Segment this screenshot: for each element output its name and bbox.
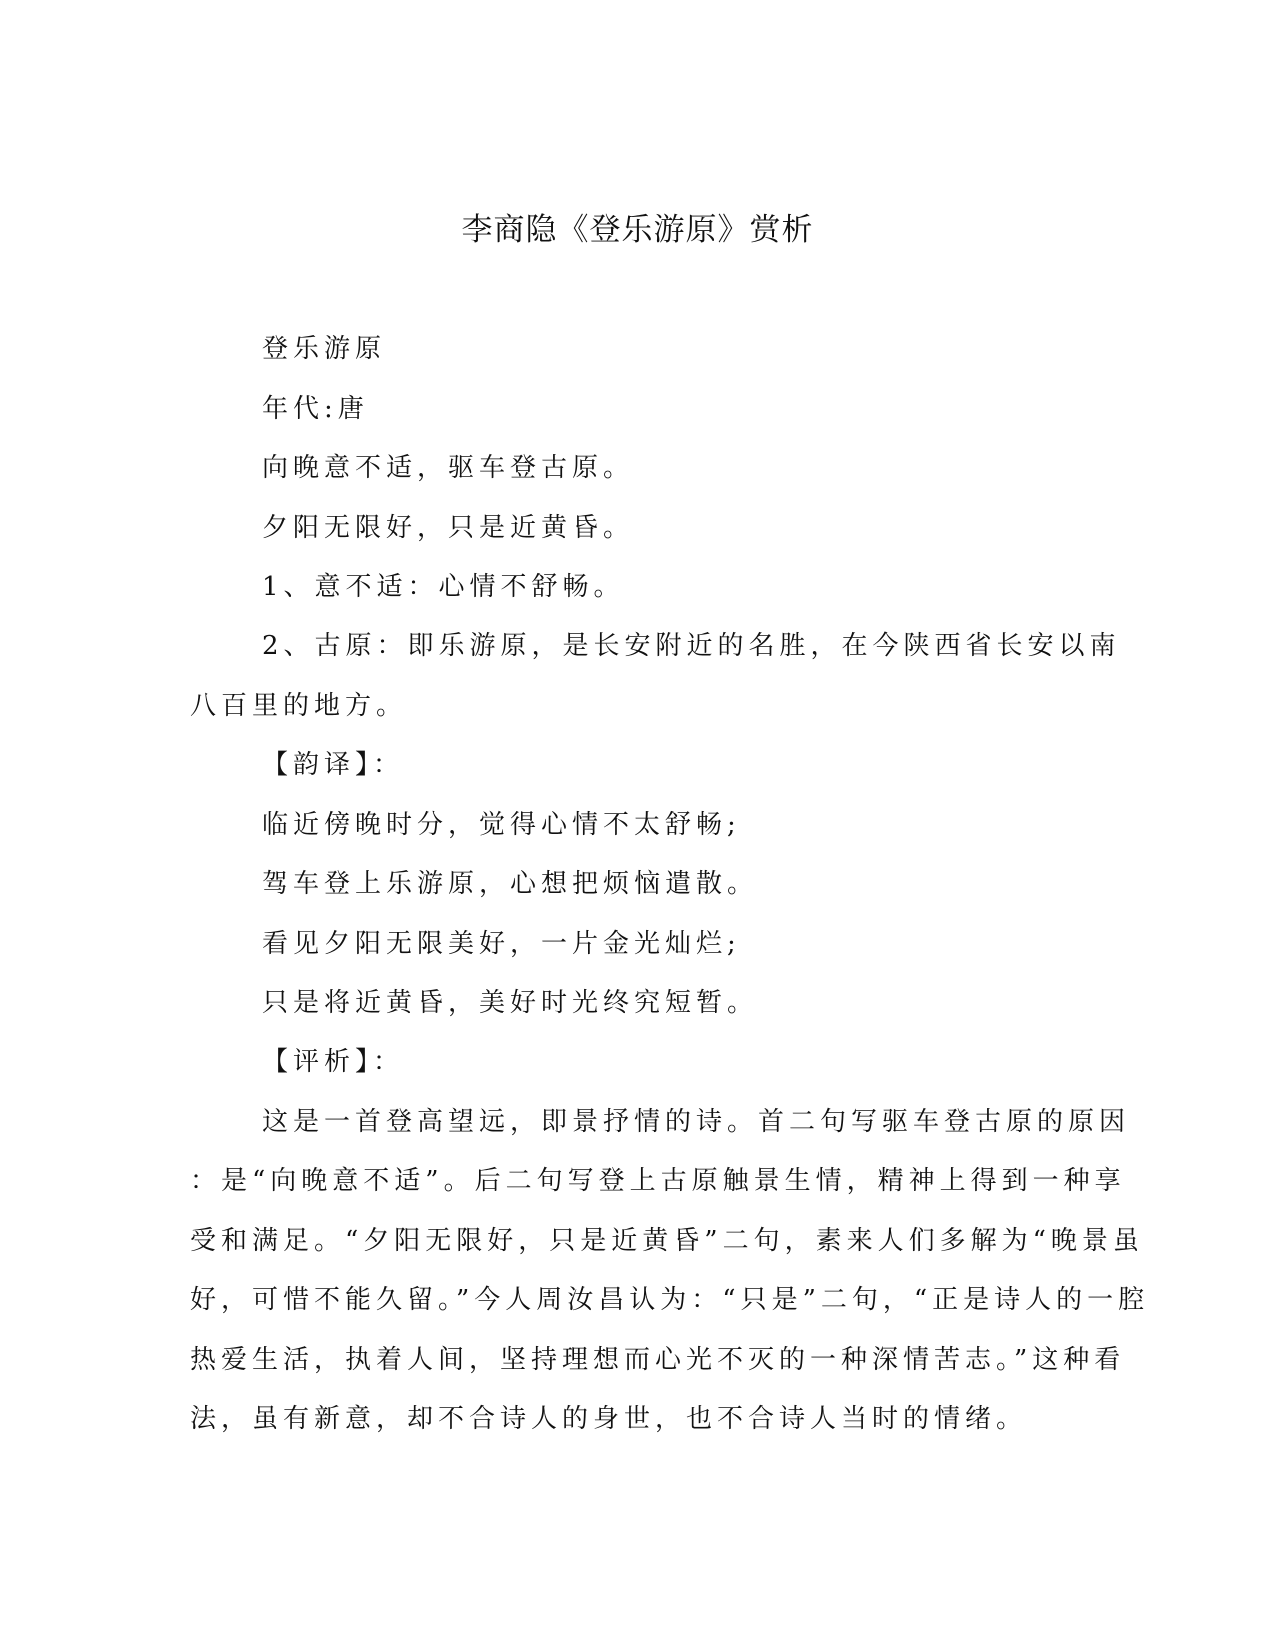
- translation-line-1: 临近傍晚时分，觉得心情不太舒畅;: [262, 810, 741, 840]
- translation-line-4: 只是将近黄昏，美好时光终究短暂。: [262, 988, 759, 1018]
- analysis-line: ：是“向晚意不适”。后二句写登上古原触景生情，精神上得到一种享: [190, 1166, 1126, 1196]
- poem-era: 年代:唐: [262, 394, 369, 424]
- analysis-line: 热爱生活，执着人间，坚持理想而心光不灭的一种深情苦志。”这种看: [190, 1345, 1126, 1375]
- analysis-line: 受和满足。“夕阳无限好，只是近黄昏”二句，素来人们多解为“晚景虽: [190, 1226, 1144, 1256]
- poem-title: 登乐游原: [262, 334, 387, 364]
- poem-verse-2: 夕阳无限好，只是近黄昏。: [262, 513, 635, 543]
- analysis-line: 法，虽有新意，却不合诗人的身世，也不合诗人当时的情绪。: [190, 1404, 1028, 1434]
- analysis-heading: 【评析】：: [262, 1047, 405, 1077]
- poem-verse-1: 向晚意不适，驱车登古原。: [262, 453, 635, 483]
- translation-heading: 【韵译】：: [262, 750, 405, 780]
- translation-line-3: 看见夕阳无限美好，一片金光灿烂;: [262, 929, 741, 959]
- note-2-line-1: 2、古原：即乐游原，是长安附近的名胜，在今陕西省长安以南: [262, 631, 1121, 661]
- document-title: 李商隐《登乐游原》赏析: [461, 212, 814, 248]
- analysis-line: 这是一首登高望远，即景抒情的诗。首二句写驱车登古原的原因: [262, 1107, 1131, 1137]
- analysis-line: 好，可惜不能久留。”今人周汝昌认为：“只是”二句，“正是诗人的一腔: [190, 1285, 1150, 1315]
- note-1: 1、意不适：心情不舒畅。: [262, 572, 625, 602]
- note-2-line-2: 八百里的地方。: [190, 691, 408, 721]
- translation-line-2: 驾车登上乐游原，心想把烦恼遣散。: [262, 869, 759, 899]
